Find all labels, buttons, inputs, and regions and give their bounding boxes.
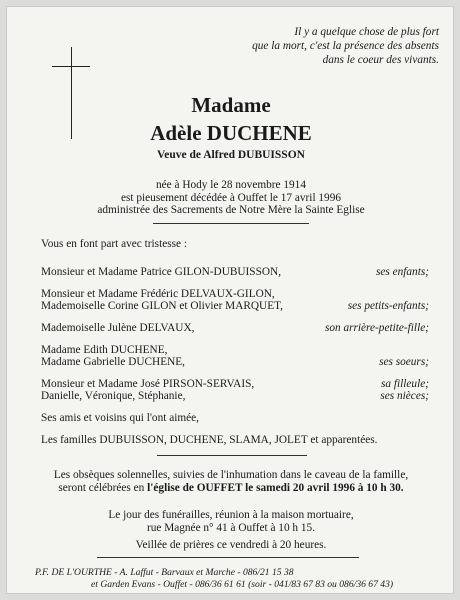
gathering-line: Le jour des funérailles, réunion à la maison mortuaire, (108, 509, 354, 521)
gathering-info (7, 509, 455, 535)
dates-block (7, 179, 455, 217)
footer-line: P.F. DE L'OURTHE - A. Laffut - Barvaux et Marche - 086/21 15 38 (35, 567, 294, 578)
intro-text: Vous en font part avec tristesse : (41, 238, 187, 250)
church-date: l'église de OUFFET le samedi 20 avril 1996 à 10 h 30. (147, 482, 404, 494)
footer-line: et Garden Evans - Ouffet - 086/36 61 61 (soir - 041/83 67 83 ou 086/36 67 43) (91, 579, 394, 590)
funeral-line: seront célébrées en l'église de OUFFET le samedi 20 avril 1996 à 10 h 30. (58, 482, 404, 494)
family-row: Mademoiselle Julène DELVAUX, son arrière-petite-fille; (41, 322, 429, 334)
epigraph-line: Il y a quelque chose de plus fort (294, 26, 439, 38)
family-row: Monsieur et Madame Frédéric DELVAUX-GILON, (41, 288, 275, 300)
epigraph-line: que la mort, c'est la présence des absents (252, 40, 439, 52)
family-row: Madame Edith DUCHENE, (41, 344, 168, 356)
sacrament-line: administrée des Sacrements de Notre Mère la Sainte Eglise (97, 204, 365, 216)
birth-line: née à Hody le 28 novembre 1914 (156, 179, 306, 191)
funeral-line: Les obsèques solennelles, suivies de l'inhumation dans le caveau de la famille, (53, 469, 409, 481)
family-row: Madame Gabrielle DUCHENE, ses soeurs; (41, 356, 429, 368)
funeral-home-footer (35, 567, 445, 591)
family-row: Monsieur et Madame José PIRSON-SERVAIS, sa filleule; (41, 378, 429, 390)
deceased-name: Adèle DUCHENE (150, 121, 312, 145)
title: Madame (191, 93, 271, 117)
family-row: Danielle, Véronique, Stéphanie, ses nièces; (41, 390, 429, 402)
family-row: Les familles DUBUISSON, DUCHENE, SLAMA, JOLET et apparentées. (41, 434, 378, 446)
funeral-announcement (7, 469, 455, 495)
family-row: Monsieur et Madame Patrice GILON-DUBUISSON, ses enfants; (41, 266, 429, 278)
widow-of: Veuve de Alfred DUBUISSON (157, 149, 305, 161)
divider (97, 557, 359, 558)
family-row: Ses amis et voisins qui l'ont aimée, (41, 412, 199, 424)
vigil-info: Veillée de prières ce vendredi à 20 heures. (135, 539, 327, 551)
epigraph (179, 25, 439, 67)
family-row: Mademoiselle Corine GILON et Olivier MARQUET, ses petits-enfants; (41, 300, 429, 312)
death-line: est pieusement décédée à Ouffet le 17 avril 1996 (121, 191, 341, 204)
cross-icon-bar (52, 66, 90, 67)
divider (157, 455, 307, 456)
gathering-line: rue Magnée n° 41 à Ouffet à 10 h 15. (146, 522, 316, 534)
divider (153, 223, 309, 224)
epigraph-line: dans le coeur des vivants. (322, 54, 439, 66)
obituary-card (6, 6, 454, 594)
